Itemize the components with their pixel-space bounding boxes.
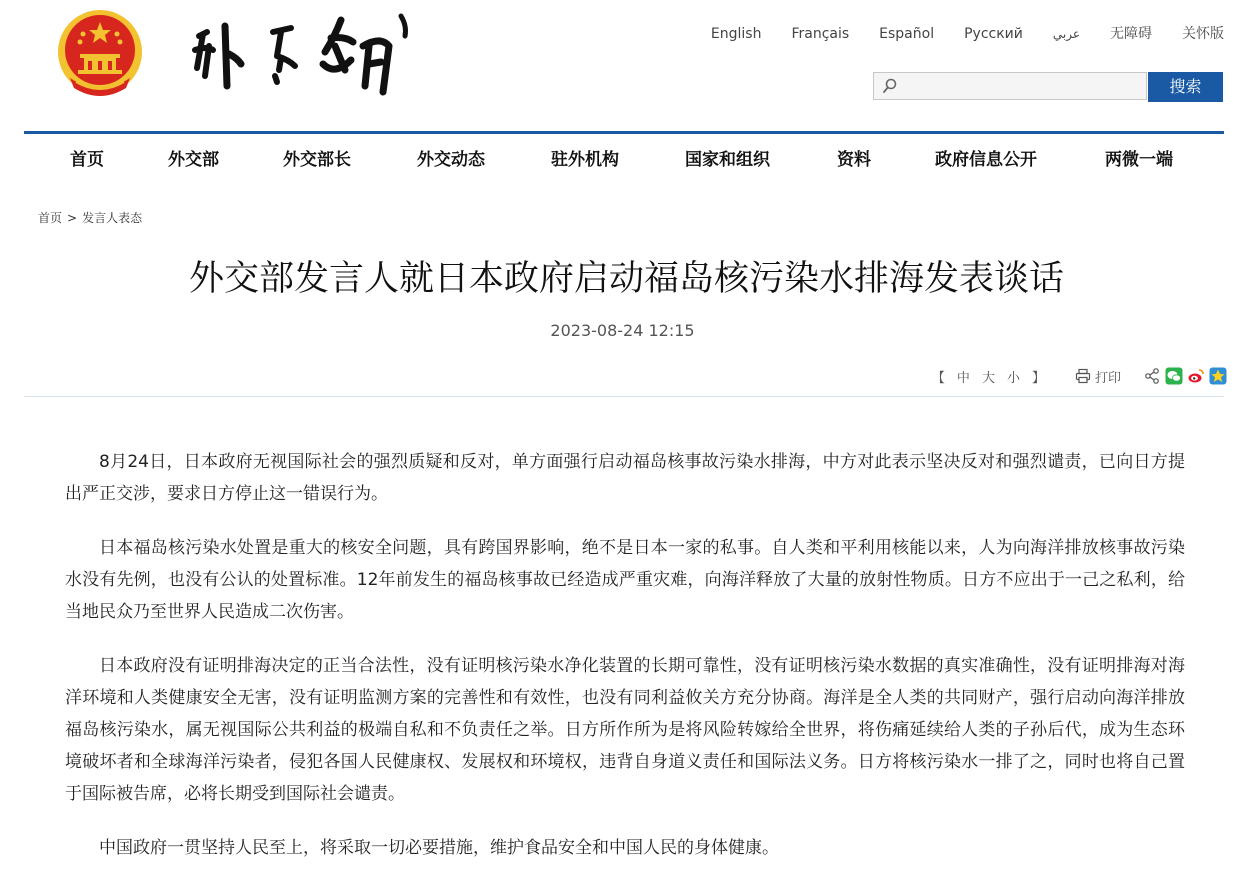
nav-item-missions-abroad[interactable]: 驻外机构 (551, 150, 619, 170)
national-emblem-icon[interactable] (56, 8, 144, 100)
nav-item-minister[interactable]: 外交部长 (283, 150, 351, 170)
bracket-open: 【 (931, 370, 945, 386)
article-paragraph: 日本福岛核污染水处置是重大的核安全问题，具有跨国界影响，绝不是日本一家的私事。自人类和平利用核能以来，人为向海洋排放核事故污染水没有先例，也没有公认的处置标准。12年前发生的福岛核事故已经造成严重灾难，向海洋释放了大量的放射性物质。日方不应出于一己之私利，给当地民众乃至世界人民造成二次伤害。 (65, 538, 1185, 622)
font-size-small-button[interactable]: 小 (1006, 370, 1020, 386)
nav-item-ministry[interactable]: 外交部 (168, 150, 219, 170)
bracket-close: 】 (1031, 370, 1045, 386)
search-icon (882, 78, 898, 94)
article-paragraph: 8月24日，日本政府无视国际社会的强烈质疑和反对，单方面强行启动福岛核事故污染水排海，中方对此表示坚决反对和强烈谴责，已向日方提出严正交涉，要求日方停止这一错误行为。 (65, 452, 1185, 504)
font-size-medium-button[interactable]: 中 (956, 370, 970, 386)
ministry-calligraphy-logo[interactable] (185, 6, 425, 100)
lang-spanish-link[interactable]: Español (879, 26, 935, 42)
search-input[interactable] (904, 75, 1144, 99)
lang-russian-link[interactable]: Русский (964, 26, 1023, 42)
breadcrumb-current-link[interactable]: 发言人表态 (82, 211, 143, 225)
nav-item-resources[interactable]: 资料 (837, 150, 871, 170)
lang-english-link[interactable]: English (710, 26, 762, 42)
font-size-large-button[interactable]: 大 (981, 370, 995, 386)
font-size-switcher (926, 367, 1051, 386)
share-icon[interactable] (1143, 367, 1161, 385)
article-paragraph: 中国政府一贯坚持人民至上，将采取一切必要措施，维护食品安全和中国人民的身体健康。 (99, 838, 779, 858)
nav-item-gov-info[interactable]: 政府信息公开 (935, 150, 1037, 170)
printer-icon (1075, 368, 1091, 384)
breadcrumb (38, 209, 142, 226)
main-nav (24, 134, 1224, 188)
breadcrumb-home-link[interactable]: 首页 (38, 211, 63, 225)
print-label: 打印 (1094, 370, 1121, 386)
search-button[interactable]: 搜索 (1148, 72, 1223, 102)
lang-french-link[interactable]: Français (791, 26, 850, 42)
qzone-icon[interactable] (1209, 367, 1227, 385)
search-box (873, 72, 1147, 100)
wechat-icon[interactable] (1165, 367, 1183, 385)
publish-date: 2023-08-24 12:15 (550, 321, 695, 340)
page-title: 外交部发言人就日本政府启动福岛核污染水排海发表谈话 (188, 259, 1064, 299)
language-bar (681, 25, 1224, 43)
lang-arabic-link[interactable]: عربي (1052, 27, 1080, 41)
nav-item-home[interactable]: 首页 (70, 150, 104, 170)
article-body (65, 446, 1185, 886)
print-button[interactable] (1075, 367, 1121, 386)
share-bar (1143, 367, 1227, 385)
article-tools (926, 366, 1227, 386)
nav-item-social-media[interactable]: 两微一端 (1105, 150, 1173, 170)
elderly-care-mode-link[interactable]: 关怀版 (1182, 26, 1224, 42)
nav-item-activities[interactable]: 外交动态 (417, 150, 485, 170)
accessibility-link[interactable]: 无障碍 (1110, 26, 1152, 42)
breadcrumb-separator: > (67, 211, 78, 225)
article-paragraph: 日本政府没有证明排海决定的正当合法性，没有证明核污染水净化装置的长期可靠性，没有证明核污染水数据的真实准确性，没有证明排海对海洋环境和人类健康安全无害，没有证明监测方案的完善性和有效性，也没有同利益攸关方充分协商。海洋是全人类的共同财产，强行启动向海洋排放福岛核污染水，属无视国际公共利益的极端自私和不负责任之举。日方所作所为是将风险转嫁给全世界，将伤痛延续给人类的子孙后代，成为生态环境破坏者和全球海洋污染者，侵犯各国人民健康权、发展权和环境权，违背自身道义责任和国际法义务。日方将核污染水一排了之，同时也将自己置于国际被告席，必将长期受到国际社会谴责。 (65, 656, 1185, 804)
nav-item-countries-orgs[interactable]: 国家和组织 (685, 150, 770, 170)
content-divider (24, 396, 1224, 397)
weibo-icon[interactable] (1187, 367, 1205, 385)
site-header (0, 0, 1253, 132)
